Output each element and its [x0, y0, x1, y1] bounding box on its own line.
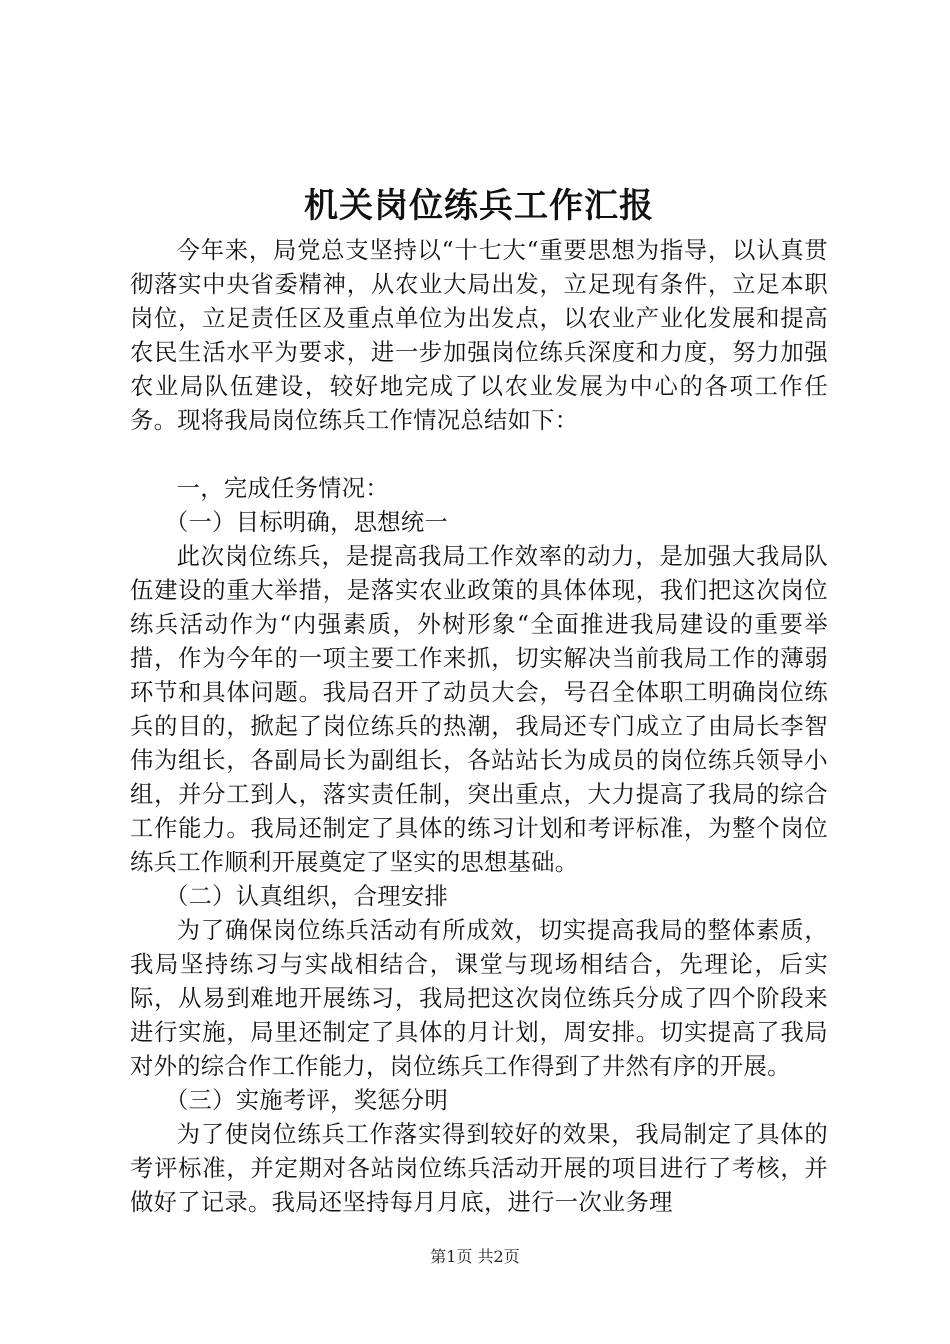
section-heading-1: 一，完成任务情况：: [176, 475, 389, 502]
document-title: 机关岗位练兵工作汇报: [304, 186, 654, 226]
intro-paragraph: 今年来，局党总支坚持以“十七大“重要思想为指导，以认真贯彻落实中央省委精神，从农业大局出发，立足现有条件，立足本职岗位，立足责任区及重点单位为出发点，以农业产业化发展和提高农民生活水平为要求，进一步加强岗位练兵深度和力度，努力加强农业局队伍建设，较好地完成了以农业发展为中心的各项工作任务。现将我局岗位练兵工作情况总结如下：: [130, 237, 828, 434]
body-paragraph-1: 此次岗位练兵，是提高我局工作效率的动力，是加强大我局队伍建设的重大举措，是落实农业政策的具体体现，我们把这次岗位练兵活动作为“内强素质，外树形象“全面推进我局建设的重要举措，作为今年的一项主要工作来抓，切实解决当前我局工作的薄弱环节和具体问题。我局召开了动员大会，号召全体职工明确岗位练兵的目的，掀起了岗位练兵的热潮，我局还专门成立了由局长李智伟为组长，各副局长为副组长，各站站长为成员的岗位练兵领导小组，并分工到人，落实责任制，突出重点，大力提高了我局的综合工作能力。我局还制定了具体的练习计划和考评标准，为整个岗位练兵工作顺利开展奠定了坚实的思想基础。: [130, 543, 828, 876]
document-page: [130, 182, 828, 1220]
paragraph-gap: [130, 438, 828, 472]
subheading-3: （三）实施考评，奖惩分明: [164, 1087, 449, 1114]
subheading-1: （一）目标明确，思想统一: [164, 509, 449, 536]
subheading-2: （二）认真组织，合理安排: [164, 883, 449, 910]
page-footer: 第1页 共2页: [430, 1247, 520, 1266]
body-paragraph-3: 为了使岗位练兵工作落实得到较好的效果，我局制定了具体的考评标准，并定期对各站岗位练兵活动开展的项目进行了考核，并做好了记录。我局还坚持每月月底，进行一次业务理: [130, 1121, 828, 1216]
body-paragraph-2: 为了确保岗位练兵活动有所成效，切实提高我局的整体素质，我局坚持练习与实战相结合，课堂与现场相结合，先理论，后实际，从易到难地开展练习，我局把这次岗位练兵分成了四个阶段来进行实施，局里还制定了具体的月计划，周安排。切实提高了我局对外的综合作工作能力，岗位练兵工作得到了井然有序的开展。: [130, 917, 828, 1080]
